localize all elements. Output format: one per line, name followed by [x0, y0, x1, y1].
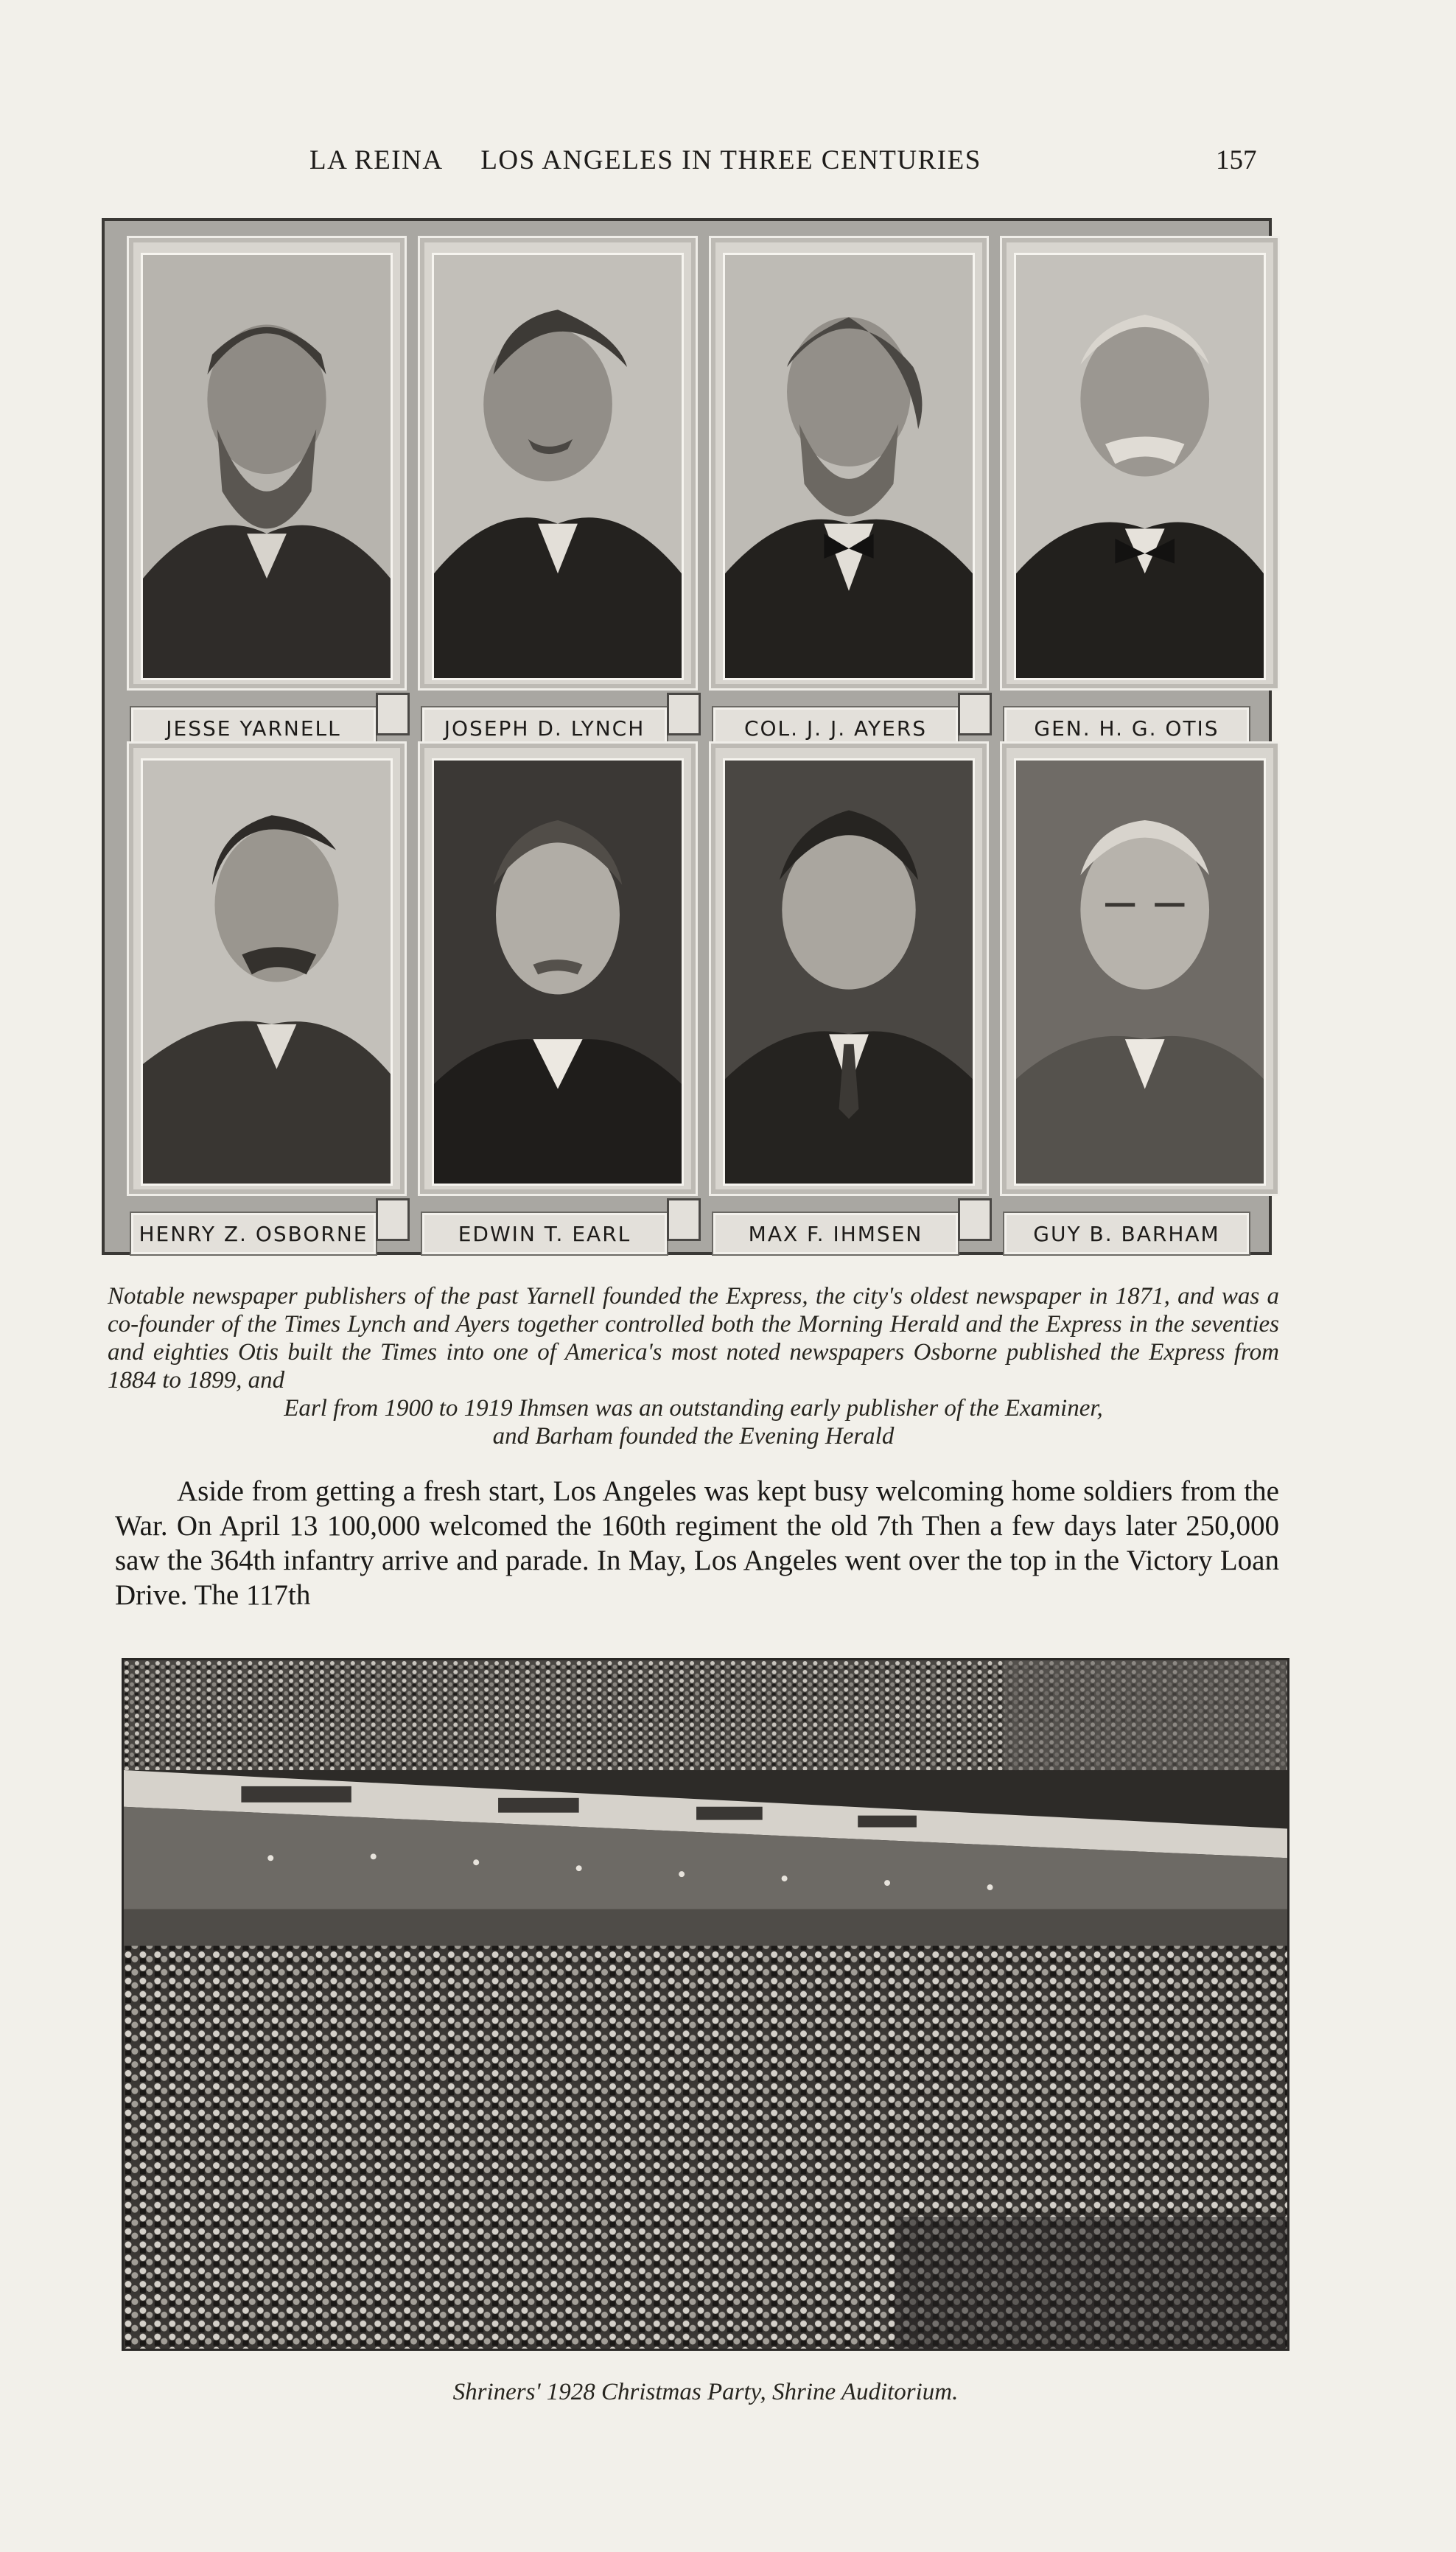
nameplate: GUY B. BARHAM [1004, 1213, 1249, 1254]
photo-caption: Shriners' 1928 Christmas Party, Shrine Auditorium. [452, 2379, 959, 2405]
portrait-photo [1014, 758, 1266, 1186]
portrait-photo [141, 253, 393, 680]
nameplate: MAX F. IHMSEN [713, 1213, 958, 1254]
chapter-title: LOS ANGELES IN THREE CENTURIES [480, 145, 981, 175]
nameplate: JESSE YARNELL [131, 707, 376, 749]
plate-caption-end [108, 1394, 1279, 1450]
portrait-photo [141, 758, 393, 1186]
nameplate: EDWIN T. EARL [422, 1213, 667, 1254]
nameplate-divider [958, 1198, 992, 1241]
nameplate-divider [376, 1198, 410, 1241]
nameplate: COL. J. J. AYERS [713, 707, 958, 749]
nameplate-divider [667, 693, 701, 735]
book-title: LA REINA [309, 145, 444, 175]
nameplate: HENRY Z. OSBORNE [131, 1213, 376, 1254]
nameplate-divider [667, 1198, 701, 1241]
auditorium-photo [122, 1658, 1289, 2351]
plate-caption: Notable newspaper publishers of the past Yarnell founded the Express, the city's oldest newspaper in 1871, and was a co-founder of the Times Lynch and Ayers together controlled both the Morning Herald and the Express in the seventies and eighties Otis built the Times into one of America's most noted newspapers Osborne published the Express from 1884 to 1899, and [108, 1283, 1279, 1394]
portrait-photo [723, 758, 975, 1186]
body-paragraph: Aside from getting a fresh start, Los Angeles was kept busy welcoming home soldiers from the War. On April 13 100,000 welcomed the 160th regiment the old 7th Then a few days later 250,000 saw the 364th infantry arrive and parade. In May, Los Angeles went over the top in the Victory Loan Drive. The 117th [115, 1475, 1279, 1611]
portrait-plate [102, 218, 1272, 1255]
nameplate: JOSEPH D. LYNCH [422, 707, 667, 749]
portrait-photo [432, 758, 684, 1186]
portrait-photo [1014, 253, 1266, 680]
nameplate: GEN. H. G. OTIS [1004, 707, 1249, 749]
plate-caption-line: and Barham founded the Evening Herald [492, 1423, 895, 1450]
nameplate-divider [376, 693, 410, 735]
plate-caption-line: Earl from 1900 to 1919 Ihmsen was an outstanding early publisher of the Examiner, [284, 1395, 1103, 1422]
running-head [309, 144, 1054, 176]
nameplate-divider [958, 693, 992, 735]
page-number: 157 [1216, 145, 1257, 175]
portrait-photo [723, 253, 975, 680]
portrait-photo [432, 253, 684, 680]
